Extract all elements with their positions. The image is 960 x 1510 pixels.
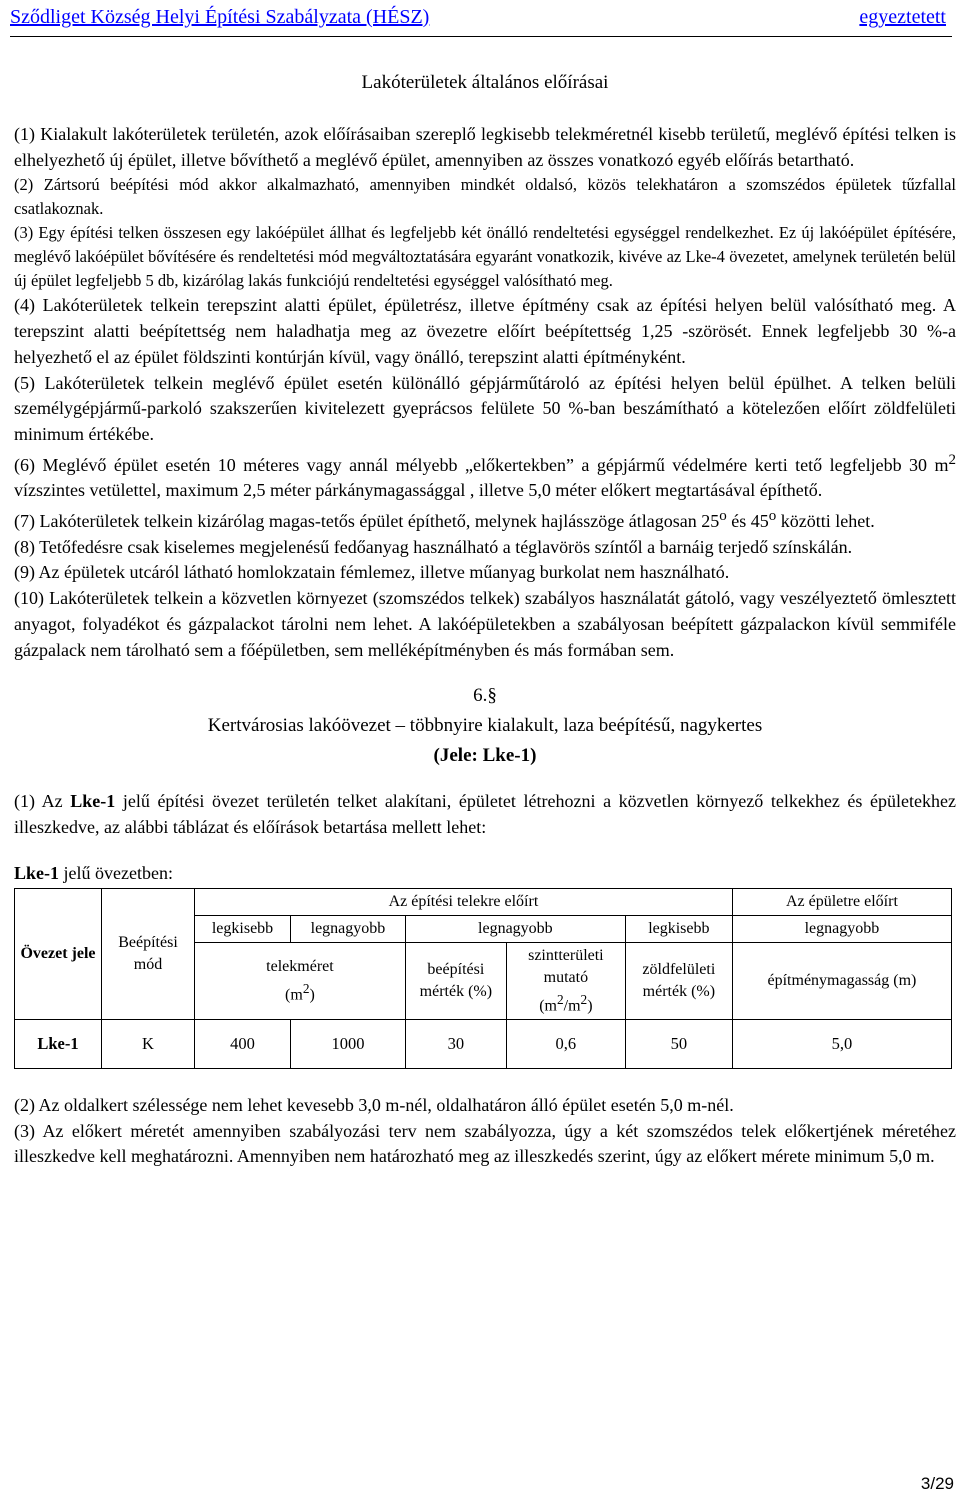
paragraph-9: (9) Az épületek utcáról látható homlokzatain fémlemez, illetve műanyag burkolat nem használható. xyxy=(14,562,730,583)
cell-green: 50 xyxy=(625,1019,732,1068)
cell-mode: K xyxy=(102,1019,195,1068)
header-plot-size-unit: (m xyxy=(285,985,303,1003)
paragraph-6-text-b: vízszintes vetülettel, maximum 2,5 méter párkánymagassággal , illetve 5,0 méter előkert megtartásával építhető. xyxy=(14,480,823,501)
table-row xyxy=(15,1019,952,1068)
header-floor-ratio-unit-b: /m xyxy=(563,996,581,1014)
table-label-bold: Lke-1 xyxy=(14,862,59,883)
document-body xyxy=(14,38,956,1170)
header-coverage: beépítési mérték (%) xyxy=(405,942,506,1019)
paragraph-4: (4) Lakóterületek telkein terepszint alatti épület, épületrész, illetve építmény csak az építési helyen belül valósítható meg. A terepszint alatti beépítettség nem haladhatja meg az övezetre előírt beépítettség 1,25 -szörösét. Ennek legfeljebb 30 %-a helyezhető el az épület földszinti kontúrján kívül, vagy önálló, terepszint alatti építményként. xyxy=(14,295,956,367)
chapter-heading xyxy=(14,681,956,771)
paragraph-7-sup-1: o xyxy=(719,508,727,525)
header-zone: Övezet jele xyxy=(15,888,102,1019)
paragraph-3: (3) Egy építési telken összesen egy lakóépület állhat és legfeljebb két önálló rendeltetési egységgel rendelkezhet. Ez új lakóépület építésére, meglévő lakóépület bővítésére és rendeltetési mód megváltoztatására egyaránt vonatkozik, kivéve az Lke-4 övezetet, amelynek területén belül új épület legfeljebb 5 db, kizárólag lakás funkciójú rendeltetési egységgel valósítható meg. xyxy=(14,223,956,291)
paragraph-6-sup: 2 xyxy=(948,451,956,468)
header-mode: Beépítési mód xyxy=(102,888,195,1019)
paragraph-5: (5) Lakóterületek telkein meglévő épület esetén különálló gépjárműtároló az építési helyen belül épülhet. A telken belüli személygépjármű-parkoló szakszerűen kivitelezett gyeprácsos felülete 50 %-ban beszámítható a kötelezően előírt zöldfelületi minimum értékébe. xyxy=(14,372,956,444)
header-plot-size-sup: 2 xyxy=(302,980,310,996)
paragraph-8: (8) Tetőfedésre csak kiselemes megjelenésű fedőanyag használható a téglavörös színtől a barnáig terjedő színskálán. xyxy=(14,536,853,557)
lke-paragraph-1 xyxy=(14,789,956,840)
header-floor-ratio xyxy=(506,942,625,1019)
header-group-plot: Az építési telekre előírt xyxy=(195,888,733,915)
header-floor-ratio-sup-1: 2 xyxy=(556,991,564,1007)
header-group-building: Az épületre előírt xyxy=(732,888,951,915)
section-heading: Lakóterületek általános előírásai xyxy=(361,72,609,93)
qualifier-1: legkisebb xyxy=(195,915,291,942)
paragraph-2: (2) Zártsorú beépítési mód akkor alkalmazható, amennyiben mindkét oldalsó, közös telekhatáron a szomszédos épületek tűzfallal csatlakoznak. xyxy=(14,175,956,219)
paragraph-7 xyxy=(14,504,956,535)
cell-zone: Lke-1 xyxy=(15,1019,102,1068)
cell-floor-ratio: 0,6 xyxy=(506,1019,625,1068)
cell-height: 5,0 xyxy=(732,1019,951,1068)
lke-paragraph-1-text-b: jelű építési övezet területén telket alakítani, épületet létrehozni a közvetlen környező telkekhez és épületekhez illeszkedve, az alábbi táblázat és előírások betartása mellett lehet: xyxy=(14,791,956,837)
header-plot-size-label: telekméret xyxy=(266,957,334,975)
document-status-link[interactable]: egyeztetett xyxy=(859,6,946,28)
table-label xyxy=(14,863,956,884)
header-height: építménymagasság (m) xyxy=(732,942,951,1019)
document-title-link[interactable]: Sződliget Község Helyi Építési Szabályzata (HÉSZ) xyxy=(10,6,430,28)
lke-paragraph-2: (2) Az oldalkert szélessége nem lehet kevesebb 3,0 m-nél, oldalhatáron álló épület esetén 5,0 m-nél. xyxy=(14,1094,734,1115)
qualifier-3: legnagyobb xyxy=(405,915,625,942)
header-green: zöldfelületi mérték (%) xyxy=(625,942,732,1019)
header-floor-ratio-sup-2: 2 xyxy=(580,991,588,1007)
chapter-title: Kertvárosias lakóövezet – többnyire kialakult, laza beépítésű, nagykertes xyxy=(207,715,763,737)
qualifier-5: legnagyobb xyxy=(732,915,951,942)
header-plot-size-close: ) xyxy=(309,985,315,1003)
table-header-row-1 xyxy=(15,888,952,915)
paragraph-7-sup-2: o xyxy=(768,508,777,525)
chapter-number: 6.§ xyxy=(473,685,497,707)
regulations-table xyxy=(14,888,952,1069)
paragraph-10: (10) Lakóterületek telkein a közvetlen környezet (szomszédos telkek) szabályos használatát gátoló, vagy veszélyeztető ömlesztett anyagot, folyadékot és gázpalackot tárolni nem lehet. A lakóépületekben a szabályosan beépített gázpalackon kívül semmiféle gázpalack nem tárolható sem a főépületben, sem melléképítményben és más formában sem. xyxy=(14,588,956,660)
paragraph-7-text-a: (7) Lakóterületek telkein kizárólag magas-tetős épület építhető, melynek hajlásszöge átlagosan 25 xyxy=(14,511,720,532)
lke-paragraph-1-text-a: (1) Az xyxy=(14,791,71,812)
paragraph-7-text-c: közötti lehet. xyxy=(776,511,875,532)
page-number: 3/29 xyxy=(920,1474,954,1493)
cell-max-plot: 1000 xyxy=(291,1019,406,1068)
header-plot-size xyxy=(195,942,406,1019)
paragraph-6 xyxy=(14,448,956,504)
page-header xyxy=(10,2,952,37)
qualifier-2: legnagyobb xyxy=(291,915,406,942)
table-label-rest: jelű övezetben: xyxy=(59,862,173,883)
chapter-code: (Jele: Lke-1) xyxy=(433,745,537,767)
lke-paragraph-3: (3) Az előkert méretét amennyiben szabályozási terv nem szabályozza, úgy a két szomszédos telek előkertjének méretéhez illeszkedve kell meghatározni. Amennyiben nem határozható meg az illeszkedés szerint, úgy az előkert mérete minimum 5,0 m. xyxy=(14,1120,956,1167)
paragraph-7-text-b: és 45 xyxy=(726,511,769,532)
qualifier-4: legkisebb xyxy=(625,915,732,942)
header-floor-ratio-unit-c: ) xyxy=(587,996,593,1014)
header-floor-ratio-unit-a: (m xyxy=(539,996,557,1014)
header-floor-ratio-label: szintterületi mutató xyxy=(528,946,604,986)
paragraph-6-text-a: (6) Meglévő épület esetén 10 méteres vagy annál mélyebb „előkertekben” a gépjármű védelmére kerti tető legfeljebb 30 m xyxy=(14,454,949,475)
paragraph-1: (1) Kialakult lakóterületek területén, azok előírásaiban szereplő legkisebb telekméretnél kisebb területű, meglévő építési telken is elhelyezhető új épület, illetve bővíthető a meglévő épület, amennyiben az összes vonatkozó egyéb előírás betartható. xyxy=(14,124,956,170)
lke-paragraph-1-bold: Lke-1 xyxy=(70,791,116,812)
cell-min-plot: 400 xyxy=(195,1019,291,1068)
cell-coverage: 30 xyxy=(405,1019,506,1068)
